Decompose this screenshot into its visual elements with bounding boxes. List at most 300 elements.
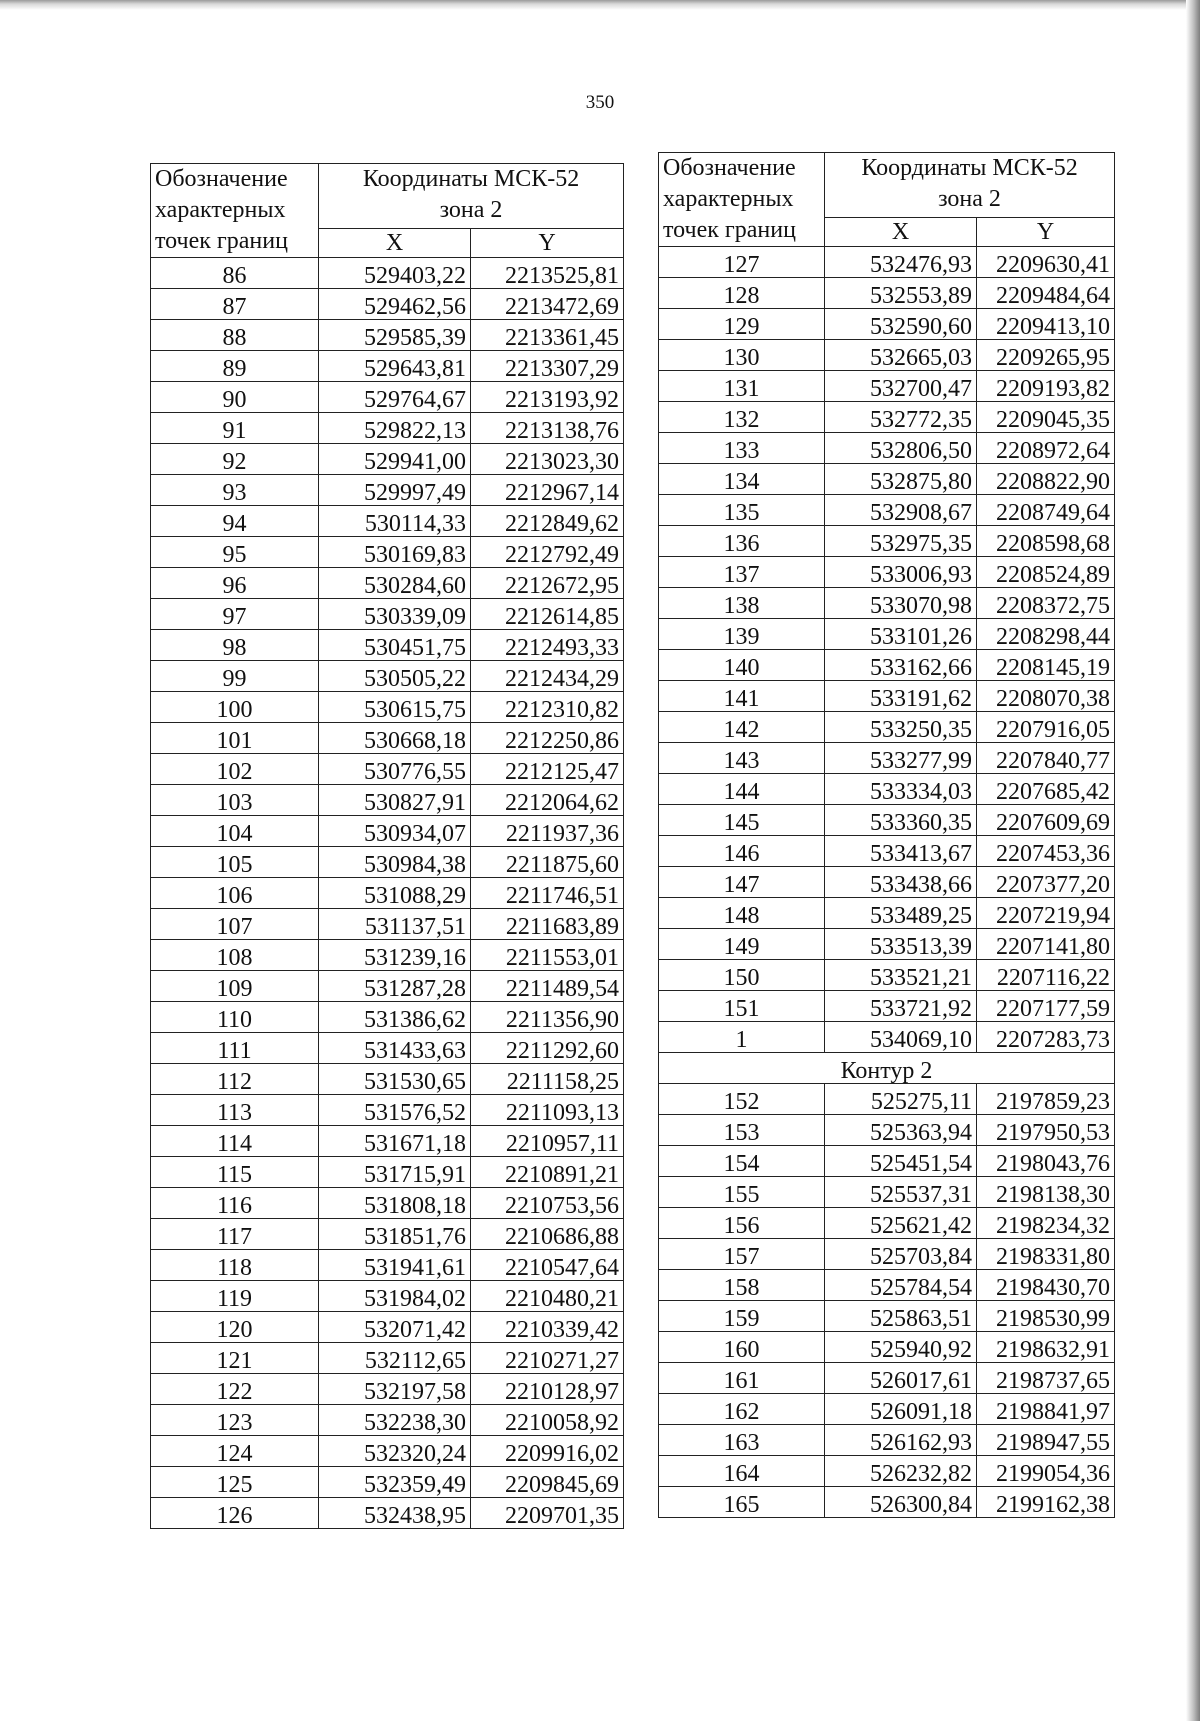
y-cell: 2210058,92 [471, 1405, 624, 1436]
point-cell: 135 [659, 495, 825, 526]
table-row [659, 526, 1115, 557]
table-row [151, 692, 624, 723]
x-cell: 529764,67 [319, 382, 471, 413]
y-cell: 2211356,90 [471, 1002, 624, 1033]
x-cell: 525940,92 [825, 1332, 977, 1363]
table-body-left [151, 258, 624, 1529]
point-cell: 141 [659, 681, 825, 712]
x-cell: 532700,47 [825, 371, 977, 402]
point-cell: 87 [151, 289, 319, 320]
y-cell: 2213023,30 [471, 444, 624, 475]
table-row [659, 743, 1115, 774]
y-cell: 2208524,89 [977, 557, 1115, 588]
table-row [151, 1219, 624, 1250]
table-row [659, 588, 1115, 619]
table-body-right [659, 247, 1115, 1518]
x-cell: 530668,18 [319, 723, 471, 754]
x-cell: 529643,81 [319, 351, 471, 382]
scan-edge-right [1186, 0, 1200, 1721]
point-cell: 90 [151, 382, 319, 413]
point-cell: 118 [151, 1250, 319, 1281]
point-cell: 126 [151, 1498, 319, 1529]
point-cell: 123 [151, 1405, 319, 1436]
y-cell: 2212064,62 [471, 785, 624, 816]
x-cell: 533721,92 [825, 991, 977, 1022]
y-cell: 2212125,47 [471, 754, 624, 785]
point-cell: 150 [659, 960, 825, 991]
point-cell: 106 [151, 878, 319, 909]
header-coords-line: Координаты МСК-52 [362, 166, 580, 192]
x-cell: 533360,35 [825, 805, 977, 836]
header-coords-label [825, 153, 1115, 218]
table-row [659, 1177, 1115, 1208]
table-row [151, 1064, 624, 1095]
y-cell: 2198947,55 [977, 1425, 1115, 1456]
table-row [151, 971, 624, 1002]
point-cell: 136 [659, 526, 825, 557]
y-cell: 2198043,76 [977, 1146, 1115, 1177]
point-cell: 129 [659, 309, 825, 340]
x-cell: 525275,11 [825, 1084, 977, 1115]
table-row [151, 1033, 624, 1064]
point-cell: 160 [659, 1332, 825, 1363]
point-cell: 107 [151, 909, 319, 940]
x-cell: 533277,99 [825, 743, 977, 774]
point-cell: 148 [659, 898, 825, 929]
table-row [659, 464, 1115, 495]
y-cell: 2208972,64 [977, 433, 1115, 464]
table-row [151, 444, 624, 475]
point-cell: 100 [151, 692, 319, 723]
y-cell: 2207377,20 [977, 867, 1115, 898]
point-cell: 97 [151, 599, 319, 630]
point-cell: 112 [151, 1064, 319, 1095]
page-number: 350 [585, 92, 615, 113]
table-row [659, 712, 1115, 743]
point-cell: 92 [151, 444, 319, 475]
table-row [659, 402, 1115, 433]
table-row [151, 289, 624, 320]
point-cell: 119 [151, 1281, 319, 1312]
table-row [151, 878, 624, 909]
y-cell: 2212792,49 [471, 537, 624, 568]
x-cell: 525451,54 [825, 1146, 977, 1177]
x-cell: 532806,50 [825, 433, 977, 464]
header-point-line: характерных [663, 186, 794, 212]
x-cell: 526232,82 [825, 1456, 977, 1487]
point-cell: 132 [659, 402, 825, 433]
y-cell: 2198530,99 [977, 1301, 1115, 1332]
point-cell: 117 [151, 1219, 319, 1250]
header-point-line: Обозначение [155, 166, 288, 192]
header-x: X [825, 218, 977, 247]
point-cell: 154 [659, 1146, 825, 1177]
x-cell: 532359,49 [319, 1467, 471, 1498]
point-cell: 165 [659, 1487, 825, 1518]
y-cell: 2210339,42 [471, 1312, 624, 1343]
y-cell: 2213307,29 [471, 351, 624, 382]
table-row [659, 1084, 1115, 1115]
y-cell: 2208372,75 [977, 588, 1115, 619]
x-cell: 532320,24 [319, 1436, 471, 1467]
point-cell: 121 [151, 1343, 319, 1374]
table-row [151, 568, 624, 599]
table-row [151, 1467, 624, 1498]
x-cell: 533070,98 [825, 588, 977, 619]
section-row [659, 1053, 1115, 1084]
header-point-label [659, 153, 825, 247]
point-cell: 128 [659, 278, 825, 309]
x-cell: 532875,80 [825, 464, 977, 495]
x-cell: 530984,38 [319, 847, 471, 878]
y-cell: 2211489,54 [471, 971, 624, 1002]
y-cell: 2207685,42 [977, 774, 1115, 805]
y-cell: 2212849,62 [471, 506, 624, 537]
y-cell: 2207116,22 [977, 960, 1115, 991]
x-cell: 525784,54 [825, 1270, 977, 1301]
table-row [659, 991, 1115, 1022]
y-cell: 2210128,97 [471, 1374, 624, 1405]
x-cell: 531137,51 [319, 909, 471, 940]
y-cell: 2197950,53 [977, 1115, 1115, 1146]
point-cell: 114 [151, 1126, 319, 1157]
table-row [151, 1405, 624, 1436]
point-cell: 94 [151, 506, 319, 537]
table-row [659, 898, 1115, 929]
point-cell: 101 [151, 723, 319, 754]
x-cell: 533438,66 [825, 867, 977, 898]
y-cell: 2208145,19 [977, 650, 1115, 681]
y-cell: 2198234,32 [977, 1208, 1115, 1239]
table-row [659, 1270, 1115, 1301]
point-cell: 116 [151, 1188, 319, 1219]
y-cell: 2212434,29 [471, 661, 624, 692]
x-cell: 531287,28 [319, 971, 471, 1002]
x-cell: 530827,91 [319, 785, 471, 816]
table-row [151, 1436, 624, 1467]
table-row [151, 506, 624, 537]
table-row [151, 320, 624, 351]
table-row [659, 278, 1115, 309]
x-cell: 531433,63 [319, 1033, 471, 1064]
point-cell: 130 [659, 340, 825, 371]
table-row [659, 1115, 1115, 1146]
header-x: X [319, 229, 471, 258]
y-cell: 2212967,14 [471, 475, 624, 506]
point-cell: 127 [659, 247, 825, 278]
table-row [151, 382, 624, 413]
x-cell: 525621,42 [825, 1208, 977, 1239]
x-cell: 529585,39 [319, 320, 471, 351]
y-cell: 2210957,11 [471, 1126, 624, 1157]
table-row [659, 1239, 1115, 1270]
y-cell: 2199054,36 [977, 1456, 1115, 1487]
table-row [659, 495, 1115, 526]
point-cell: 95 [151, 537, 319, 568]
y-cell: 2208822,90 [977, 464, 1115, 495]
x-cell: 530169,83 [319, 537, 471, 568]
x-cell: 534069,10 [825, 1022, 977, 1053]
y-cell: 2209045,35 [977, 402, 1115, 433]
table-row [659, 1425, 1115, 1456]
x-cell: 533334,03 [825, 774, 977, 805]
table-row [659, 805, 1115, 836]
y-cell: 2211746,51 [471, 878, 624, 909]
header-coords-line: зона 2 [439, 197, 503, 223]
coordinates-table-right [658, 152, 1115, 1518]
y-cell: 2210271,27 [471, 1343, 624, 1374]
x-cell: 530776,55 [319, 754, 471, 785]
y-cell: 2211292,60 [471, 1033, 624, 1064]
point-cell: 120 [151, 1312, 319, 1343]
table-row [151, 1188, 624, 1219]
x-cell: 532908,67 [825, 495, 977, 526]
y-cell: 2207219,94 [977, 898, 1115, 929]
y-cell: 2212614,85 [471, 599, 624, 630]
table-row [659, 1301, 1115, 1332]
point-cell: 109 [151, 971, 319, 1002]
y-cell: 2211093,13 [471, 1095, 624, 1126]
x-cell: 531851,76 [319, 1219, 471, 1250]
header-point-label [151, 164, 319, 258]
x-cell: 532553,89 [825, 278, 977, 309]
y-cell: 2210547,64 [471, 1250, 624, 1281]
table-row [151, 847, 624, 878]
point-cell: 153 [659, 1115, 825, 1146]
point-cell: 108 [151, 940, 319, 971]
point-cell: 134 [659, 464, 825, 495]
point-cell: 146 [659, 836, 825, 867]
y-cell: 2198632,91 [977, 1332, 1115, 1363]
y-cell: 2210753,56 [471, 1188, 624, 1219]
y-cell: 2198138,30 [977, 1177, 1115, 1208]
table-row [151, 1374, 624, 1405]
y-cell: 2208598,68 [977, 526, 1115, 557]
table-row [659, 557, 1115, 588]
x-cell: 532975,35 [825, 526, 977, 557]
table-row [151, 723, 624, 754]
point-cell: 124 [151, 1436, 319, 1467]
table-row [151, 258, 624, 289]
section-label: Контур 2 [659, 1053, 1115, 1084]
table-row [151, 909, 624, 940]
table-row [659, 1363, 1115, 1394]
x-cell: 531808,18 [319, 1188, 471, 1219]
x-cell: 531088,29 [319, 878, 471, 909]
table-row [659, 340, 1115, 371]
point-cell: 147 [659, 867, 825, 898]
y-cell: 2198841,97 [977, 1394, 1115, 1425]
x-cell: 530114,33 [319, 506, 471, 537]
y-cell: 2211937,36 [471, 816, 624, 847]
table-row [151, 940, 624, 971]
x-cell: 531671,18 [319, 1126, 471, 1157]
y-cell: 2207609,69 [977, 805, 1115, 836]
point-cell: 142 [659, 712, 825, 743]
x-cell: 533101,26 [825, 619, 977, 650]
x-cell: 525703,84 [825, 1239, 977, 1270]
table-row [151, 1312, 624, 1343]
y-cell: 2209484,64 [977, 278, 1115, 309]
x-cell: 532438,95 [319, 1498, 471, 1529]
x-cell: 531941,61 [319, 1250, 471, 1281]
table-row [151, 1250, 624, 1281]
y-cell: 2207453,36 [977, 836, 1115, 867]
table-row [151, 1498, 624, 1529]
point-cell: 1 [659, 1022, 825, 1053]
y-cell: 2213472,69 [471, 289, 624, 320]
point-cell: 125 [151, 1467, 319, 1498]
point-cell: 113 [151, 1095, 319, 1126]
x-cell: 531530,65 [319, 1064, 471, 1095]
x-cell: 530284,60 [319, 568, 471, 599]
table-row [659, 309, 1115, 340]
point-cell: 138 [659, 588, 825, 619]
y-cell: 2209630,41 [977, 247, 1115, 278]
y-cell: 2209265,95 [977, 340, 1115, 371]
coordinates-table-left [150, 163, 624, 1529]
point-cell: 131 [659, 371, 825, 402]
table-row [659, 1146, 1115, 1177]
point-cell: 151 [659, 991, 825, 1022]
point-cell: 163 [659, 1425, 825, 1456]
point-cell: 115 [151, 1157, 319, 1188]
point-cell: 158 [659, 1270, 825, 1301]
point-cell: 98 [151, 630, 319, 661]
x-cell: 531239,16 [319, 940, 471, 971]
header-point-line: точек границ [663, 217, 796, 243]
table-row [659, 1456, 1115, 1487]
y-cell: 2207283,73 [977, 1022, 1115, 1053]
header-y: Y [977, 218, 1115, 247]
x-cell: 531715,91 [319, 1157, 471, 1188]
x-cell: 530451,75 [319, 630, 471, 661]
point-cell: 164 [659, 1456, 825, 1487]
x-cell: 532772,35 [825, 402, 977, 433]
y-cell: 2198331,80 [977, 1239, 1115, 1270]
point-cell: 156 [659, 1208, 825, 1239]
header-point-line: точек границ [155, 228, 288, 254]
x-cell: 531984,02 [319, 1281, 471, 1312]
y-cell: 2213361,45 [471, 320, 624, 351]
table-row [151, 537, 624, 568]
y-cell: 2211158,25 [471, 1064, 624, 1095]
table-row [659, 929, 1115, 960]
point-cell: 139 [659, 619, 825, 650]
point-cell: 152 [659, 1084, 825, 1115]
point-cell: 143 [659, 743, 825, 774]
table-row [151, 475, 624, 506]
header-coords-line: зона 2 [938, 186, 1001, 212]
table-row [151, 413, 624, 444]
table-row [659, 1332, 1115, 1363]
table-row [659, 774, 1115, 805]
table-row [151, 630, 624, 661]
x-cell: 532238,30 [319, 1405, 471, 1436]
point-cell: 161 [659, 1363, 825, 1394]
point-cell: 99 [151, 661, 319, 692]
y-cell: 2209701,35 [471, 1498, 624, 1529]
point-cell: 133 [659, 433, 825, 464]
x-cell: 526300,84 [825, 1487, 977, 1518]
table-row [659, 1487, 1115, 1518]
y-cell: 2210891,21 [471, 1157, 624, 1188]
y-cell: 2210686,88 [471, 1219, 624, 1250]
table-row [659, 681, 1115, 712]
x-cell: 526017,61 [825, 1363, 977, 1394]
point-cell: 102 [151, 754, 319, 785]
table-row [151, 1343, 624, 1374]
table-row [151, 1095, 624, 1126]
x-cell: 529822,13 [319, 413, 471, 444]
x-cell: 525863,51 [825, 1301, 977, 1332]
y-cell: 2212250,86 [471, 723, 624, 754]
y-cell: 2209916,02 [471, 1436, 624, 1467]
table-row [151, 816, 624, 847]
x-cell: 533162,66 [825, 650, 977, 681]
y-cell: 2212493,33 [471, 630, 624, 661]
point-cell: 144 [659, 774, 825, 805]
x-cell: 530505,22 [319, 661, 471, 692]
point-cell: 103 [151, 785, 319, 816]
y-cell: 2208298,44 [977, 619, 1115, 650]
y-cell: 2209193,82 [977, 371, 1115, 402]
table-row [151, 1281, 624, 1312]
table-row [659, 836, 1115, 867]
y-cell: 2207177,59 [977, 991, 1115, 1022]
y-cell: 2199162,38 [977, 1487, 1115, 1518]
point-cell: 162 [659, 1394, 825, 1425]
x-cell: 525363,94 [825, 1115, 977, 1146]
point-cell: 91 [151, 413, 319, 444]
y-cell: 2208070,38 [977, 681, 1115, 712]
table-row [659, 650, 1115, 681]
x-cell: 533489,25 [825, 898, 977, 929]
point-cell: 122 [151, 1374, 319, 1405]
x-cell: 529403,22 [319, 258, 471, 289]
x-cell: 532112,65 [319, 1343, 471, 1374]
table-row [151, 1002, 624, 1033]
point-cell: 105 [151, 847, 319, 878]
table-row [151, 1126, 624, 1157]
header-point-line: Обозначение [663, 155, 796, 181]
x-cell: 531386,62 [319, 1002, 471, 1033]
x-cell: 530615,75 [319, 692, 471, 723]
point-cell: 155 [659, 1177, 825, 1208]
point-cell: 86 [151, 258, 319, 289]
y-cell: 2210480,21 [471, 1281, 624, 1312]
table-row [151, 599, 624, 630]
x-cell: 530339,09 [319, 599, 471, 630]
x-cell: 525537,31 [825, 1177, 977, 1208]
x-cell: 532071,42 [319, 1312, 471, 1343]
point-cell: 89 [151, 351, 319, 382]
x-cell: 533513,39 [825, 929, 977, 960]
x-cell: 532476,93 [825, 247, 977, 278]
point-cell: 149 [659, 929, 825, 960]
table-row [659, 1208, 1115, 1239]
y-cell: 2209845,69 [471, 1467, 624, 1498]
x-cell: 533250,35 [825, 712, 977, 743]
header-coords-label [319, 164, 624, 229]
point-cell: 157 [659, 1239, 825, 1270]
y-cell: 2212310,82 [471, 692, 624, 723]
table-row [659, 1022, 1115, 1053]
x-cell: 529997,49 [319, 475, 471, 506]
x-cell: 529462,56 [319, 289, 471, 320]
y-cell: 2212672,95 [471, 568, 624, 599]
x-cell: 526162,93 [825, 1425, 977, 1456]
